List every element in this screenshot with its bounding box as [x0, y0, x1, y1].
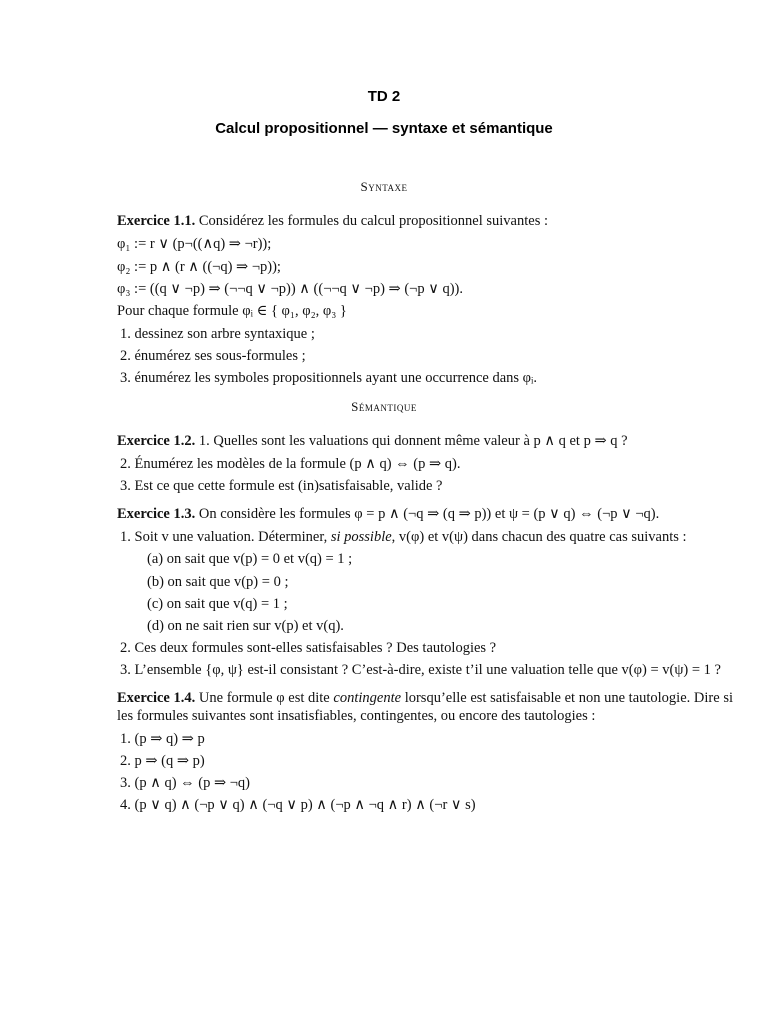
exercise-label: Exercice 1.2.: [117, 433, 196, 449]
list-item: 2. énumérez ses sous-formules ;: [120, 348, 306, 364]
case-item: (d) on ne sait rien sur v(p) et v(q).: [147, 618, 344, 634]
emphasis-text: contingente: [333, 690, 402, 706]
exercise-text: Une formule φ est dite: [195, 690, 334, 706]
section-heading-semantique: Sémantique: [351, 399, 417, 414]
list-item: 1. (p ⇒ q) ⇒ p: [120, 731, 205, 747]
list-item: 3. Est ce que cette formule est (in)satisfaisable, valide ?: [120, 478, 443, 494]
exercise-1-1-statement: [117, 212, 548, 230]
document-subtitle: Calcul propositionnel — syntaxe et sémantique: [215, 120, 553, 137]
list-item: 3. énumérez les symboles propositionnels ayant une occurrence dans φᵢ.: [120, 370, 538, 386]
question-1: [120, 528, 687, 546]
list-item: 2. Énumérez les modèles de la formule (p ∧ q) ⇔ (p ⇒ q).: [120, 456, 461, 472]
document-title: TD 2: [367, 88, 401, 105]
exercise-text: 1. Quelles sont les valuations qui donnent même valeur à p ∧ q et p ⇒ q ?: [195, 433, 628, 449]
formula-phi2: φ₂ := p ∧ (r ∧ ((¬q) ⇒ ¬p));: [117, 259, 281, 275]
case-item: (b) on sait que v(p) = 0 ;: [147, 574, 289, 590]
question-3: 3. L’ensemble {φ, ψ} est-il consistant ? C’est-à-dire, existe t’il une valuation telle que v(φ) = v(ψ) = 1 ?: [120, 662, 721, 678]
question-text: , v(φ) et v(ψ) dans chacun des quatre cas suivants :: [391, 529, 687, 545]
exercise-label: Exercice 1.3.: [117, 506, 196, 522]
list-item: 4. (p ∨ q) ∧ (¬p ∨ q) ∧ (¬q ∨ p) ∧ (¬p ∧ ¬q ∧ r) ∧ (¬r ∨ s): [120, 797, 476, 813]
exercise-label: Exercice 1.4.: [117, 690, 196, 706]
exercise-1-4-statement: [117, 689, 733, 725]
formula-phi3: φ₃ := ((q ∨ ¬p) ⇒ (¬¬q ∨ ¬p)) ∧ ((¬¬q ∨ ¬p) ⇒ (¬p ∨ q)).: [117, 281, 463, 297]
exercise-text: On considère les formules φ = p ∧ (¬q ⇒ (q ⇒ p)) et ψ = (p ∨ q) ⇔ (¬p ∨ ¬q).: [195, 506, 660, 522]
exercise-text: Considérez les formules du calcul propositionnel suivantes :: [195, 213, 549, 229]
exercise-1-2-statement: [117, 432, 628, 450]
formula-intro: Pour chaque formule φᵢ ∈ { φ₁, φ₂, φ₃ }: [117, 303, 347, 319]
question-2: 2. Ces deux formules sont-elles satisfaisables ? Des tautologies ?: [120, 640, 497, 656]
case-item: (a) on sait que v(p) = 0 et v(q) = 1 ;: [147, 551, 353, 567]
case-item: (c) on sait que v(q) = 1 ;: [147, 596, 288, 612]
exercise-label: Exercice 1.1.: [117, 213, 196, 229]
emphasis-text: si possible: [330, 529, 392, 545]
exercise-text: lorsqu’elle est satisfaisable et non une tautologie. Dire si les formules suivantes sont insatisfiables, contingentes, ou encore des tautologies :: [117, 690, 733, 724]
question-text: 1. Soit v une valuation. Déterminer,: [120, 529, 331, 545]
formula-phi1: φ₁ := r ∨ (p¬((∧q) ⇒ ¬r));: [117, 236, 272, 252]
list-item: 2. p ⇒ (q ⇒ p): [120, 753, 205, 769]
exercise-1-3-statement: [117, 505, 659, 523]
section-heading-syntaxe: Syntaxe: [360, 179, 408, 194]
list-item: 1. dessinez son arbre syntaxique ;: [120, 326, 315, 342]
list-item: 3. (p ∧ q) ⇔ (p ⇒ ¬q): [120, 775, 251, 791]
